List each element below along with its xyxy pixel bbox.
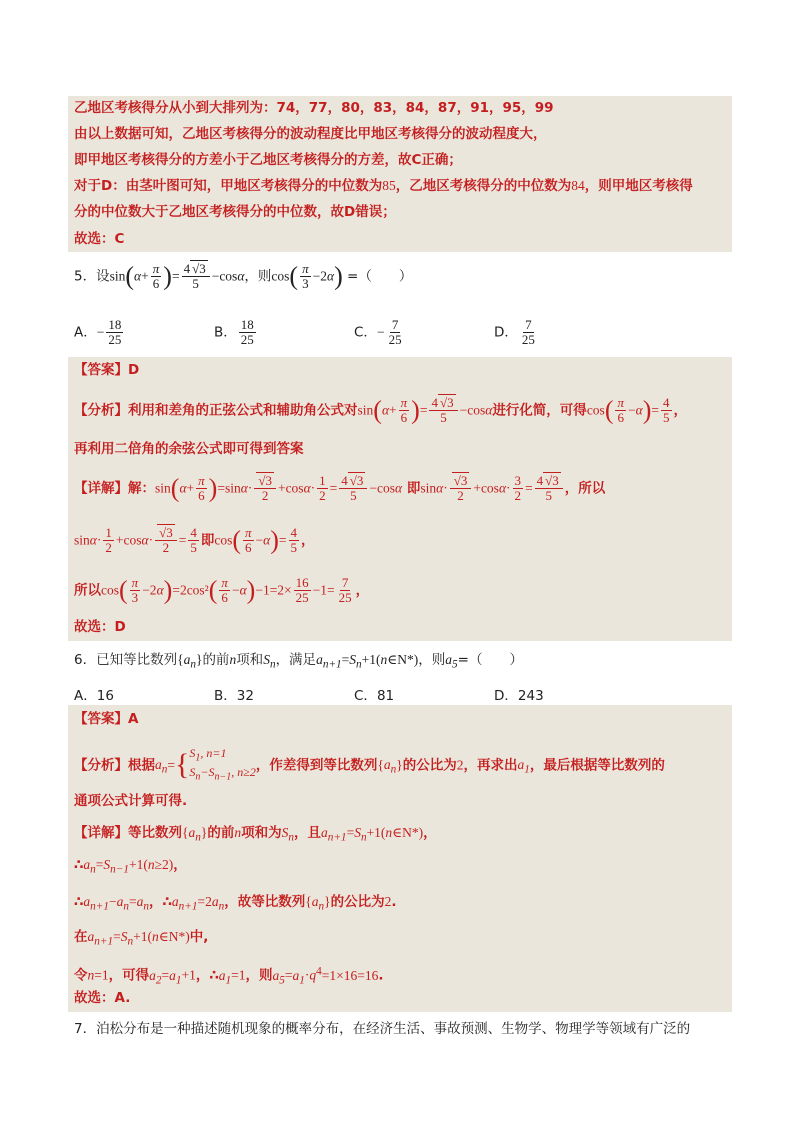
detail-tag: 【详解】 bbox=[74, 825, 128, 841]
analysis-tag: 【分析】 bbox=[74, 402, 128, 419]
answer-blank: =（ ） bbox=[347, 268, 413, 285]
option-value: 243 bbox=[517, 688, 544, 704]
detail-line: 【详解】等比数列$\{a_n\}$的前n项和为$S_n$，且$a_{n+1}=S_n+1(n\in N*)$， bbox=[74, 825, 437, 844]
question-7-stem: 7．泊松分布是一种描述随机现象的概率分布，在经济生活、事故预测、生物学、物理学等领域有广泛的 bbox=[74, 1021, 691, 1037]
option-sign: − bbox=[376, 324, 385, 340]
text: ，则甲地区考核得 bbox=[584, 178, 693, 194]
option-c[interactable] bbox=[354, 318, 406, 347]
option-num: 7 bbox=[391, 317, 399, 332]
option-value: 16 bbox=[96, 688, 114, 704]
text: 利用和差角的正弦公式和辅助角公式对 bbox=[128, 402, 358, 419]
option-b[interactable] bbox=[214, 684, 254, 704]
solution-line: 乙地区考核得分从小到大排列为：74，77，80，83，84，87，91，95，99 bbox=[74, 100, 554, 116]
option-label: A． bbox=[74, 688, 97, 704]
answer-line: 【答案】D bbox=[74, 362, 140, 378]
option-den: 25 bbox=[108, 332, 122, 347]
detail-line-4: 在$a_{n+1}=S_n+1(n\in N*)$中, bbox=[74, 929, 209, 948]
option-sign: − bbox=[96, 324, 105, 340]
option-d[interactable] bbox=[494, 684, 544, 704]
detail-line-2: $\therefore a_n=S_{n-1}+1(n\ge 2)$， bbox=[74, 857, 187, 876]
text: 在 bbox=[74, 929, 88, 945]
option-label: B． bbox=[214, 688, 237, 704]
option-den: 25 bbox=[521, 332, 535, 347]
text: 的前 bbox=[202, 652, 230, 668]
solution-band-top bbox=[68, 96, 732, 252]
therefore-symbol: ∴ bbox=[209, 967, 219, 984]
answer-blank: =（ ） bbox=[457, 652, 523, 668]
text: 所以 bbox=[74, 582, 101, 599]
text: 的前 bbox=[207, 825, 235, 841]
text: 的公比为 bbox=[330, 894, 385, 910]
text: ，则 bbox=[418, 652, 446, 668]
analysis-line-2: 再利用二倍角的余弦公式即可得到答案 bbox=[74, 441, 304, 457]
final-choice: 故选：A. bbox=[74, 990, 131, 1006]
option-value: 81 bbox=[376, 688, 395, 704]
text: ，最后根据等比数列的 bbox=[529, 757, 665, 774]
text: 中, bbox=[189, 929, 209, 945]
solution-line: 由以上数据可知，乙地区考核得分的波动程度比甲地区考核得分的波动程度大， bbox=[74, 126, 547, 142]
text: ，可得 bbox=[108, 967, 150, 984]
therefore-symbol: ∴ bbox=[74, 857, 84, 873]
option-label: B． bbox=[214, 324, 237, 341]
solution-line: 分的中位数大于乙地区考核得分的中位数，故D错误； bbox=[74, 204, 396, 220]
option-a[interactable] bbox=[74, 684, 114, 704]
text: 项和 bbox=[236, 652, 264, 668]
option-a[interactable] bbox=[74, 318, 125, 347]
median-a: 85 bbox=[382, 178, 396, 193]
detail-line-3: $\therefore a_{n+1}-a_n=a_n$，$\therefore a_{n+1}=2a_n$，故等比数列$\{a_n\}$的公比为2. bbox=[74, 894, 397, 913]
text: 对于D：由茎叶图可知，甲地区考核得分的中位数为 bbox=[74, 178, 383, 194]
text: 项和为 bbox=[241, 825, 282, 841]
option-num: 18 bbox=[240, 317, 254, 332]
detail-line-5: 令n=1，可得$a_2=a_1+1$，$\therefore a_1=1$，则$a_5=a_1\cdot q^4=1\times 16=16$. bbox=[74, 965, 384, 987]
analysis-tag: 【分析】 bbox=[74, 757, 128, 774]
text: 根据 bbox=[128, 757, 155, 774]
text: ，故等比数列 bbox=[224, 894, 306, 910]
detail-line: 【详解】解：sin(α+ $\frac{\pi}{6}$ )=sinα· $\frac{√3}{2}$ +cosα· $\frac{1}{2}$ = $\frac{4 √3}{5}$ −cosα 即sinα· $\frac{√3}{2}$ +cosα· $\frac{3}{2}$ = $\frac{4 √3}{5}$ ，所以 bbox=[74, 473, 606, 503]
final-choice: 故选：D bbox=[74, 619, 126, 635]
detail-tag: 【详解】 bbox=[74, 480, 128, 497]
option-b[interactable] bbox=[214, 318, 258, 347]
solution-line: 即甲地区考核得分的方差小于乙地区考核得分的方差，故C正确； bbox=[74, 152, 462, 168]
final-choice: 故选：C bbox=[74, 231, 125, 247]
option-label: D． bbox=[494, 688, 518, 704]
option-num: 18 bbox=[108, 317, 122, 332]
text: ，且 bbox=[293, 825, 321, 841]
analysis-line: 【分析】利用和差角的正弦公式和辅助角公式对sin(α+ $\frac{\pi}{6}$ )= $\frac{4 √3}{5}$ −cosα进行化简，可得cos( $\frac{\pi}{6}$ −α)= $\frac{4}{5}$ ， bbox=[74, 395, 688, 425]
option-label: D． bbox=[494, 324, 518, 341]
option-den: 25 bbox=[240, 332, 254, 347]
therefore-symbol: ∴ bbox=[74, 894, 84, 910]
text: 等比数列 bbox=[128, 825, 182, 841]
text: ，满足 bbox=[275, 652, 317, 668]
question-number: 6．已知等比数列 bbox=[74, 652, 178, 668]
analysis-line-2: 通项公式计算可得. bbox=[74, 793, 188, 809]
text: ，作差得到等比数列 bbox=[255, 757, 378, 774]
text: 进行化简，可得 bbox=[492, 402, 587, 419]
text: ，再求出 bbox=[463, 757, 518, 774]
option-d[interactable] bbox=[494, 318, 539, 347]
answer-line: 【答案】A bbox=[74, 711, 139, 727]
text: 的公比为 bbox=[402, 757, 457, 774]
detail-line-2: sinα· $\frac{1}{2}$ +cosα· $\frac{√3}{2}$ = $\frac{4}{5}$ 即cos( $\frac{\pi}{6}$ −α)= $\frac{4}{5}$ ， bbox=[74, 525, 315, 555]
question-5-stem: 5．设sin(α+ $\frac{\pi}{6}$ )= $\frac{4 √3}{5}$ −cosα，则cos( $\frac{\pi}{3}$ −2α) =（ ） bbox=[74, 261, 413, 291]
option-label: A． bbox=[74, 324, 97, 341]
text: 解： bbox=[128, 480, 155, 497]
option-num: 7 bbox=[525, 317, 532, 332]
median-b: 84 bbox=[571, 178, 585, 193]
text: ，则 bbox=[245, 967, 273, 984]
question-number: 5．设 bbox=[74, 268, 110, 285]
analysis-line: 【分析】根据$a_n=$ { $S_1$, n=1 $S_n-S_{n-1}$, n≥2 ，作差得到等比数列$\{a_n\}$的公比为2，再求出$a_1$，最后根据等比数列的 bbox=[74, 746, 665, 783]
therefore-symbol: ∴ bbox=[162, 894, 172, 910]
option-label: C． bbox=[354, 324, 377, 341]
option-den: 25 bbox=[388, 332, 402, 347]
question-6-stem: 6．已知等比数列$\{a_n\}$的前n项和$S_n$，满足$a_{n+1}=S_n+1(n\in N*)$，则$a_5=$（ ） bbox=[74, 652, 523, 671]
text: 即 bbox=[406, 480, 421, 497]
text: 令 bbox=[74, 967, 88, 984]
text: 即 bbox=[200, 532, 215, 549]
option-label: C． bbox=[354, 688, 377, 704]
text: ，所以 bbox=[564, 480, 606, 497]
option-value: 32 bbox=[236, 688, 254, 704]
text: ，则 bbox=[244, 268, 272, 285]
text: ，乙地区考核得分的中位数为 bbox=[395, 178, 572, 194]
solution-line-d bbox=[74, 176, 693, 196]
option-c[interactable] bbox=[354, 684, 394, 704]
detail-line-3: 所以cos( $\frac{\pi}{3}$ −2α)=2cos²( $\frac{\pi}{6}$ −α)−1=2× $\frac{16}{25}$ −1= $\frac{7}{25}$ ， bbox=[74, 575, 370, 605]
